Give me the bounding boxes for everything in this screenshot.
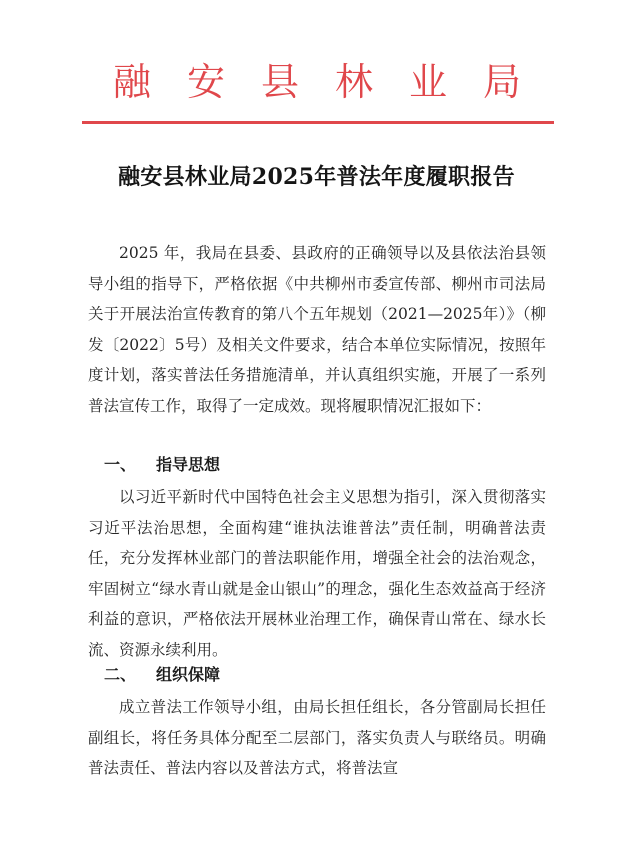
- letterhead-divider: [82, 121, 554, 124]
- section-body-2: 成立普法工作领导小组，由局长担任组长，各分管副局长担任副组长，将任务具体分配至二层部门，落实负责人与联络员。明确普法责任、普法内容以及普法方式，将普法宣: [88, 698, 546, 777]
- section-body-1: 以习近平新时代中国特色社会主义思想为指引，深入贯彻落实习近平法治思想，全面构建“谁执法谁普法”责任制，明确普法责任，充分发挥林业部门的普法职能作用，增强全社会的法治观念，牢固树立“绿水青山就是金山银山”的理念，强化生态效益高于经济利益的意识，严格依法开展林业治理工作，确保青山常在、绿水长流、资源永续利用。: [88, 488, 546, 659]
- letterhead: [0, 58, 633, 108]
- section-number: 一、: [104, 455, 137, 474]
- document-title: 融安县林业局2025年普法年度履职报告: [118, 164, 515, 190]
- letterhead-char: 融: [113, 60, 152, 104]
- section-title: 指导思想: [156, 455, 221, 474]
- letterhead-char: 局: [483, 60, 522, 104]
- letterhead-char: 林: [335, 60, 374, 104]
- letterhead-char: 安: [187, 60, 226, 104]
- letterhead-char: 业: [409, 60, 448, 104]
- intro-paragraph: 2025 年，我局在县委、县政府的正确领导以及县依法治县领导小组的指导下，严格依据《中共柳州市委宣传部、柳州市司法局关于开展法治宣传教育的第八个五年规划（2021—2025年）》（柳发〔2022〕5号）及相关文件要求，结合本单位实际情况，按照年度计划，落实普法任务措施清单，并认真组织实施，开展了一系列普法宣传工作，取得了一定成效。现将履职情况汇报如下：: [88, 244, 546, 415]
- section-heading-1: [104, 452, 220, 478]
- section-number: 二、: [104, 665, 137, 684]
- section-title: 组织保障: [156, 665, 221, 684]
- letterhead-char: 县: [261, 60, 300, 104]
- section-heading-2: [104, 662, 220, 688]
